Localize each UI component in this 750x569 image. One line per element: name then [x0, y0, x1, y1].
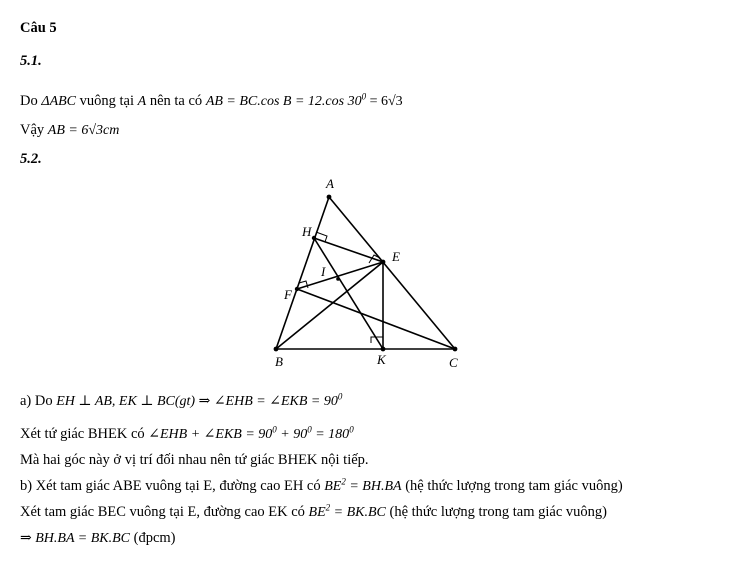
- formula-sum-angles: [148, 424, 354, 442]
- line-xet-tu-giac: [20, 425, 354, 444]
- part-label-5-2: 5.2.: [20, 151, 42, 167]
- line-bec: [20, 503, 607, 522]
- point-i: [336, 277, 340, 281]
- formula-ab-degree: 0: [361, 91, 367, 102]
- degree-1: 0: [272, 424, 277, 435]
- text-b-abe: b) Xét tam giác ABE vuông tại E, đường cao EH có: [20, 478, 321, 494]
- formula-be-bh-be: BE: [324, 479, 342, 494]
- square-1: 2: [341, 476, 346, 487]
- square-2: 2: [325, 502, 331, 513]
- line-conclusion: [20, 529, 175, 548]
- segment-hk: [314, 238, 383, 349]
- point-a: [327, 195, 332, 200]
- label-a: A: [326, 176, 334, 191]
- text-nen-ta-co: nên ta có: [149, 93, 203, 109]
- label-c: C: [449, 355, 458, 370]
- formula-sum-part2: + 90: [276, 427, 308, 442]
- line-noi-tiep: Mà hai góc này ở vị trí đối nhau nên tứ giác BHEK nội tiếp.: [20, 452, 369, 468]
- text-vay: Vậy: [20, 122, 45, 138]
- formula-eh-ek: [56, 391, 343, 409]
- formula-ab-main: AB = BC.cos B = 12.cos 30: [205, 94, 362, 109]
- text-a-do: a) Do: [20, 393, 53, 409]
- triangle-abc: ΔABC: [41, 94, 77, 109]
- formula-eh-ek-degree: 0: [337, 391, 343, 402]
- part-label-5-1: 5.1.: [20, 53, 42, 69]
- text-he-thuc-1: (hệ thức lượng trong tam giác vuông): [405, 478, 623, 494]
- question-heading: Câu 5: [20, 20, 57, 36]
- line-b-abe: [20, 477, 623, 496]
- formula-be-bk-be: BE: [308, 505, 326, 520]
- segment-be: [276, 262, 383, 349]
- line-a-do: [20, 392, 342, 411]
- text-bec: Xét tam giác BEC vuông tại E, đường cao EK có: [20, 504, 305, 520]
- degree-2: 0: [307, 424, 312, 435]
- vertex-a: A: [137, 94, 147, 109]
- formula-be-bh: [324, 476, 402, 494]
- label-e: E: [392, 249, 400, 264]
- segment-fc: [297, 289, 455, 349]
- degree-3: 0: [349, 424, 354, 435]
- formula-be-bh-rhs: = BH.BA: [345, 479, 402, 494]
- text-do: Do: [20, 93, 38, 109]
- text-co: có: [130, 426, 145, 442]
- label-f: F: [284, 287, 292, 302]
- formula-eh-ek-main: EH ⊥ AB, EK ⊥ BC(gt) ⇒ ∠EHB = ∠EKB = 90: [56, 394, 338, 409]
- formula-be-bk: [308, 502, 386, 520]
- text-he-thuc-2: (hệ thức lượng trong tam giác vuông): [389, 504, 607, 520]
- formula-sum-part1: ∠EHB + ∠EKB = 90: [148, 427, 273, 442]
- result-ab: AB = 6√3cm: [47, 123, 120, 138]
- formula-ab-result: = 6√3: [369, 94, 403, 109]
- text-dpcm: (đpcm): [133, 530, 176, 546]
- segment-fe: [297, 262, 383, 289]
- formula-conclusion: ⇒ BH.BA = BK.BC: [20, 531, 130, 546]
- point-e: [381, 260, 386, 265]
- label-k: K: [377, 352, 386, 367]
- formula-be-bk-rhs: = BK.BC: [330, 505, 386, 520]
- point-k: [381, 347, 386, 352]
- point-b: [274, 347, 279, 352]
- point-c: [453, 347, 458, 352]
- point-h: [312, 236, 316, 240]
- point-f: [295, 287, 299, 291]
- text-vuong-tai: vuông tại: [79, 93, 135, 109]
- formula-sum-part3: = 180: [311, 427, 350, 442]
- label-i: I: [321, 264, 326, 279]
- label-h: H: [302, 224, 312, 239]
- label-b: B: [275, 354, 283, 369]
- text-xet-tu-giac: Xét tứ giác BHEK: [20, 426, 128, 442]
